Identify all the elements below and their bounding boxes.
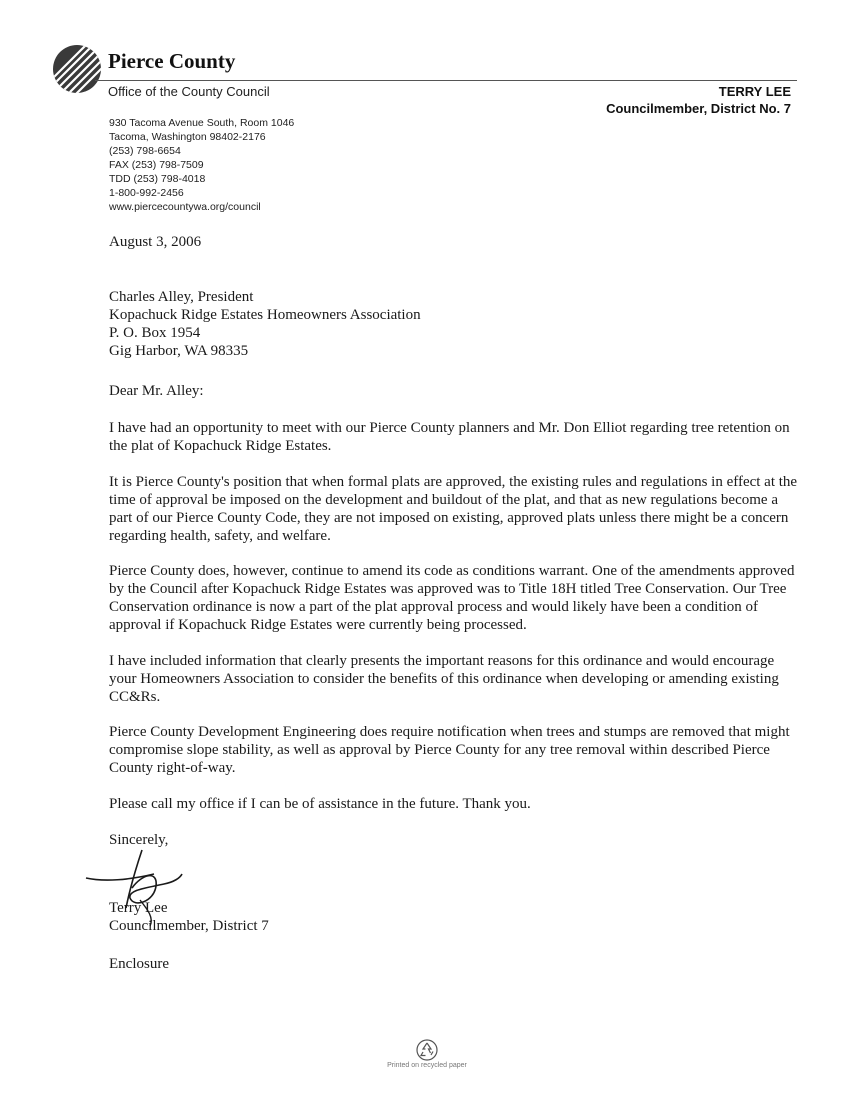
pierce-county-logo-icon bbox=[52, 44, 102, 94]
tdd-number: TDD (253) 798-4018 bbox=[109, 173, 206, 185]
body-paragraph: I have included information that clearly presents the important reasons for this ordinance and would encourage your Homeowners Association to consider the benefits of this ordinance when developing or amending existing CC&Rs. bbox=[109, 653, 779, 705]
recycle-icon bbox=[416, 1039, 438, 1061]
website-url: www.piercecountywa.org/council bbox=[109, 201, 261, 213]
organization-name: Pierce County bbox=[108, 49, 236, 73]
recipient-address-block bbox=[109, 288, 421, 360]
signer-title: Councilmember, District 7 bbox=[109, 918, 269, 934]
fax-number: FAX (253) 798-7509 bbox=[109, 159, 204, 171]
office-name: Office of the County Council bbox=[108, 84, 270, 99]
address-city: Tacoma, Washington 98402-2176 bbox=[109, 131, 266, 143]
toll-free-number: 1-800-992-2456 bbox=[109, 187, 184, 199]
councilmember-name: TERRY LEE bbox=[718, 84, 791, 99]
closing: Sincerely, bbox=[109, 832, 169, 848]
phone-number: (253) 798-6654 bbox=[109, 145, 181, 157]
contact-address-block bbox=[109, 116, 294, 214]
body-paragraph: Pierce County does, however, continue to amend its code as conditions warrant. One of the amendments approved by the Council after Kopachuck Ridge Estates was approved was to Title 18H titled Tree Conservation. Our Tree Conservation ordinance is now a part of the plat approval process and would likely have been a condition of approval if Kopachuck Ridge Estates were currently being processed. bbox=[109, 563, 795, 633]
enclosure-note: Enclosure bbox=[109, 956, 169, 972]
body-paragraph: Pierce County Development Engineering does require notification when trees and stumps are removed that might compromise slope stability, as well as approval by Pierce County for any tree removal within described Pierce County right-of-way. bbox=[109, 724, 790, 776]
recipient-name: Charles Alley, President bbox=[109, 289, 254, 305]
recipient-po-box: P. O. Box 1954 bbox=[109, 325, 201, 341]
recipient-organization: Kopachuck Ridge Estates Homeowners Association bbox=[109, 307, 421, 323]
body-paragraph: It is Pierce County's position that when formal plats are approved, the existing rules and regulations in effect at the time of approval be imposed on the development and buildout of the plat, and that as new regulations become a part of our Pierce County Code, they are not imposed on existing, approved plats unless there might be a concern regarding health, safety, and welfare. bbox=[109, 474, 798, 544]
recipient-city: Gig Harbor, WA 98335 bbox=[109, 343, 249, 359]
salutation: Dear Mr. Alley: bbox=[109, 383, 204, 399]
body-paragraph: Please call my office if I can be of assistance in the future. Thank you. bbox=[109, 796, 531, 812]
body-paragraph: I have had an opportunity to meet with our Pierce County planners and Mr. Don Elliot regarding tree retention on the plat of Kopachuck Ridge Estates. bbox=[109, 420, 790, 454]
header-divider bbox=[95, 80, 797, 81]
letter-date: August 3, 2006 bbox=[109, 234, 202, 250]
signer-name: Terry Lee bbox=[109, 900, 168, 916]
recycled-paper-note: Printed on recycled paper bbox=[387, 1062, 467, 1069]
councilmember-title: Councilmember, District No. 7 bbox=[606, 101, 791, 116]
address-street: 930 Tacoma Avenue South, Room 1046 bbox=[109, 117, 295, 129]
